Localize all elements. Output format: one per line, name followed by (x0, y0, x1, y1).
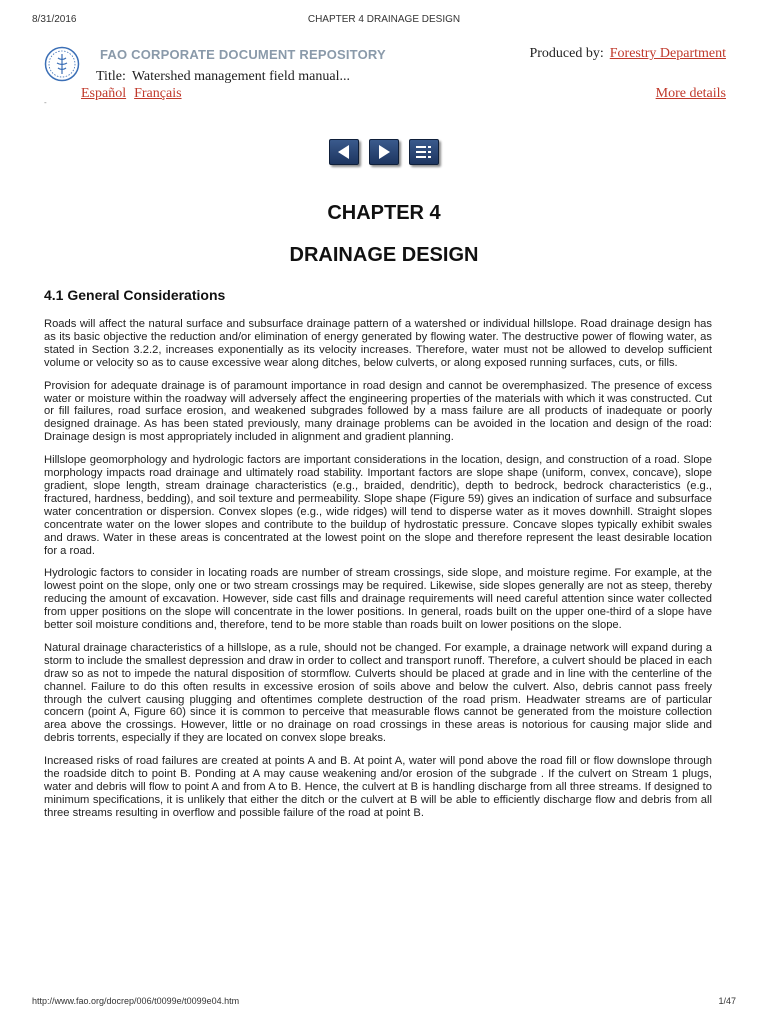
title-value: Watershed management field manual... (131, 69, 350, 84)
page-url: http://www.fao.org/docrep/006/t0099e/t0099e04.htm (32, 996, 240, 1006)
language-link-francais[interactable]: Français (134, 86, 182, 101)
section-heading: 4.1 General Considerations (44, 287, 226, 303)
paragraph: Increased risks of road failures are created at points A and B. At point A, water will pond above the road fill or flow downslope through the roadside ditch to point B. Ponding at A may cause weakening and/or erosion of the subgrade . If the culvert on Stream 1 plugs, water and debris will flow to point A and from A to B. Hence, the culvert at B is handling discharge from all three streams. If designed to minimum specifications, it is unlikely that either the ditch or the culvert at B will be able to efficiently discharge flow and debris from all three streams resulting in overflow and possible failure of the road at point B. (44, 755, 712, 819)
more-details-link[interactable]: More details (655, 86, 726, 101)
separator-dash: - (44, 98, 47, 107)
repository-name: FAO CORPORATE DOCUMENT REPOSITORY (100, 47, 386, 62)
paragraph: Hydrologic factors to consider in locating roads are number of stream crossings, side slope, and moisture regime. For example, at the lowest point on the slope, only one or two stream crossings may be required. Likewise, side slopes generally are not as steep, thereby reducing the amount of excavation. However, side cast fills and drainage requirements will need careful attention since water collected from upper positions on the slope will concentrate in the lower positions. In general, roads built on the upper one-third of a slope have better soil moisture conditions and, therefore, tend to be more stable than roads built on lower positions on the slope. (44, 567, 712, 632)
previous-button[interactable] (329, 139, 359, 165)
produced-label: Produced by: (529, 46, 604, 61)
chapter-number: CHAPTER 4 (327, 202, 441, 224)
prev-icon (335, 144, 353, 160)
contents-button[interactable] (409, 139, 439, 165)
print-header (32, 14, 736, 28)
next-icon (375, 144, 393, 160)
print-title: CHAPTER 4 DRAINAGE DESIGN (307, 14, 461, 25)
contents-icon (415, 144, 433, 160)
paragraph: Hillslope geomorphology and hydrologic factors are important considerations in the location, design, and construction of a road. Slope morphology impacts road drainage and ultimately road stability. Important factors are slope shape (uniform, convex, concave), slope gradient, slope length, stream drainage characteristics (e.g., braided, dendritic), depth to bedrock, bedrock characteristics (e.g., fractured, hardness, bedding), and soil texture and permeability. Slope shape (Figure 59) gives an indication of surface and subsurface water concentration or dispersion. Convex slopes (e.g., wide ridges) will tend to disperse water as it moves downhill. Straight slopes concentrate water on the lower slopes and contribute to the buildup of hydrostatic pressure. Concave slopes typically exhibit swales and draws. Water in these areas is concentrated at the lowest point on the slope and therefore represent the least desirable location for a road. (44, 454, 712, 557)
page-number: 1/47 (718, 996, 736, 1006)
section-content (44, 318, 712, 830)
document-title-line (96, 69, 350, 85)
paragraph: Provision for adequate drainage is of paramount importance in road design and cannot be overemphasized. The presence of excess water or moisture within the roadway will adversely affect the engineering properties of the materials with which it was constructed. Cut or fill failures, road surface erosion, and weakened subgrades followed by a mass failure are all products of inadequate or poorly designed drainage. As has been stated previously, many drainage problems can be avoided in the location and design of the road: Drainage design is most appropriately included in alignment and gradient planning. (44, 379, 712, 444)
repository-header (44, 42, 726, 122)
title-label: Title: (96, 69, 126, 84)
paragraph: Natural drainage characteristics of a hillslope, as a rule, should not be changed. For example, a drainage network will expand during a storm to include the smallest depression and draw in order to collect and transport runoff. Therefore, a culvert should be placed in each draw so as not to impede the natural disposition of stormflow. Culverts should be placed at grade and in line with the centerline of the channel. Failure to do this often results in excessive erosion of soils above and below the culvert. Also, debris cannot pass freely through the culvert causing plugging and oftentimes complete destruction of the road prism. Headwater streams are of particular concern (point A, Figure 60) since it is common to perceive that measurable flows cannot be generated from the moisture collection area above the crossings. However, little or no drainage on road crossings in these areas is notorious for causing major slide and debris torrents, especially if they are located on convex slope breaks. (44, 641, 712, 745)
produced-by (529, 46, 726, 62)
language-links (81, 86, 190, 102)
chapter-navigation (0, 139, 768, 165)
print-date: 8/31/2016 (32, 14, 77, 25)
produced-by-link[interactable]: Forestry Department (609, 46, 726, 61)
chapter-title: DRAINAGE DESIGN (289, 244, 479, 266)
paragraph: Roads will affect the natural surface and subsurface drainage pattern of a watershed or individual hillslope. Road drainage design has as its basic objective the reduction and/or elimination of energy generated by flowing water. The destructive power of flowing water, as stated in Section 3.2.2, increases exponentially as its velocity increases. Therefore, water must not be allowed to develop sufficient volume or velocity so as to cause excessive wear along ditches, below culverts, or along exposed running surfaces, cuts, or fills. (44, 318, 712, 369)
next-button[interactable] (369, 139, 399, 165)
fao-logo-icon[interactable] (44, 46, 80, 82)
language-link-espanol[interactable]: Español (81, 86, 127, 101)
print-footer (32, 996, 736, 1010)
